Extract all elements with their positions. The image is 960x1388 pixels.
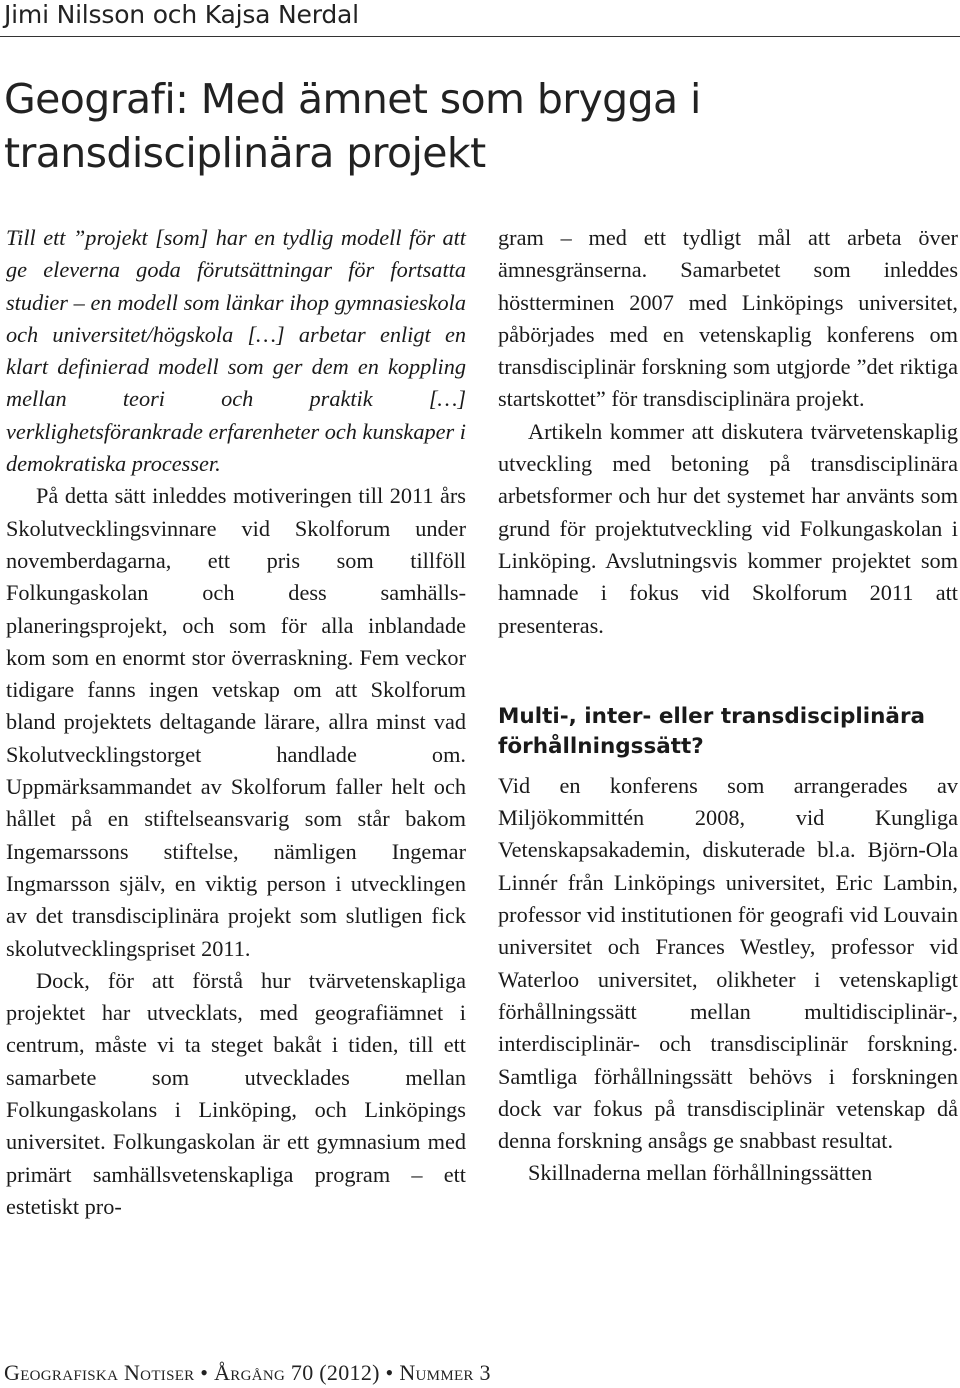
left-column: [6, 222, 466, 1223]
opening-quote: Till ett ”projekt [som] har en tydlig modell för att ge eleverna goda förutsättningar för fortsatta studier – en modell som länkar ihop gymnasieskola och universitet/högskola […] arbetar enligt en klart definierad modell som ger dem en koppling mellan teori och praktik […] verklighetsförankrade erfarenheter och kunskaper i demokratiska processer.: [6, 225, 466, 477]
body-paragraph: Vid en konferens som arrangerades av Miljökommittén 2008, vid Kungliga Vetenskapsakademin, diskuterade bl.a. Björn-Ola Linnér från Linköpings universitet, Eric Lambin, professor vid institutionen för geografi vid Louvain universitet och Frances Westley, professor vid Waterloo universitet, olikheter i vetenskapligt förhållningssätt mellan multidisciplinär-, interdisciplinär- och transdisciplinär forskning. Samtliga förhållningssätt behövs i forskningen dock var fokus på transdisciplinär vetenskap då denna forskning ansågs ge snabbast resultat.: [498, 772, 958, 1154]
article-title: Geografi: Med ämnet som brygga i transdisciplinära projekt: [4, 75, 701, 177]
body-paragraph: Dock, för att förstå hur tvärvetenskapliga projektet har utvecklats, med geografiämnet i centrum, måste vi ta steget bakåt i tiden, till ett samarbete som utvecklades mellan Folkungaskolans i Linköping, och Linköpings universitet. Folkungaskolan är ett gymnasium med primärt samhällsvetenskapliga program – ett estetiskt pro-: [6, 967, 466, 1219]
body-paragraph: På detta sätt inleddes motiveringen till 2011 års Skolutvecklingsvinnare vid Skolforum under novemberdagarna, ett pris som tillföll Folkungaskolan och dess samhälls-planeringsprojekt, och som för alla inblandade kom som en enormt stor överraskning. Fem veckor tidigare fanns ingen vetskap om att Skolforum bland projektets deltagande lärare, allra minst vad Skolutvecklingstorget handlade om. Uppmärksammandet av Skolforum faller helt och hållet på en stiftelseansvarig som står bakom Ingemarssons stiftelse, nämligen Ingemar Ingmarsson själv, en viktig person i utvecklingen av det transdisciplinära projekt som slutligen fick skolutvecklingspriset 2011.: [6, 483, 466, 961]
running-head-authors: Jimi Nilsson och Kajsa Nerdal: [4, 0, 359, 29]
section-spacer: [498, 642, 958, 690]
journal-footer: Geografiska Notiser • Årgång 70 (2012) • Nummer 3: [4, 1360, 491, 1385]
body-paragraph: Skillnaderna mellan förhållningssätten: [528, 1160, 873, 1186]
section-heading: Multi-, inter- eller transdisciplinära förhållningssätt?: [498, 703, 926, 759]
body-paragraph: Artikeln kommer att diskutera tvärvetenskaplig utveckling med betoning på transdisciplinära arbetsformer och hur det systemet har använts som grund för projektutveckling vid Folkungaskolan i Linköping. Avslutningsvis kommer projektet som hamnade i fokus vid Skolforum 2011 att presenteras.: [498, 418, 958, 638]
right-column: [498, 222, 958, 1190]
body-paragraph: gram – med ett tydligt mål att arbeta över ämnesgränserna. Samarbetet som inleddes höstterminen 2007 med Linköpings universitet, påbörjades med en vetenskaplig konferens om transdisciplinär forskning som utgjorde ”det riktiga startskottet” för transdisciplinära projekt.: [498, 225, 958, 412]
header-rule: [0, 36, 960, 37]
